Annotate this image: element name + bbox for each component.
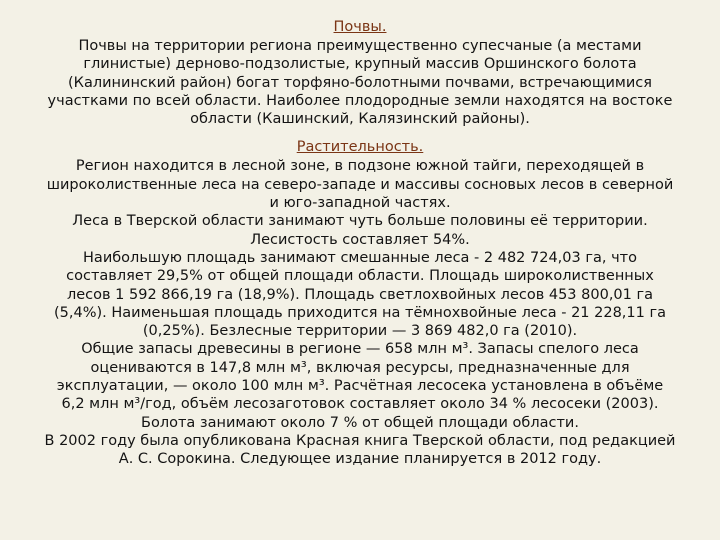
vegetation-line: лесов 1 592 866,19 га (18,9%). Площадь светлохвойных лесов 453 800,01 га: [66, 286, 653, 303]
soils-heading: Почвы.: [333, 19, 387, 35]
vegetation-line: эксплуатации, — около 100 млн м³. Расчётная лесосека установлена в объёме: [56, 378, 664, 395]
vegetation-line: и юго-западной частях.: [269, 195, 451, 212]
soils-line: области (Кашинский, Калязинский районы).: [190, 111, 530, 128]
soils-section: [6, 18, 714, 128]
vegetation-line: Болота занимают около 7 % от общей площади области.: [141, 414, 579, 431]
vegetation-line: широколиственные леса на северо-западе и массивы сосновых лесов в северной: [46, 176, 674, 193]
soils-line: (Калининский район) богат торфяно-болотными почвами, встречающимися: [68, 74, 652, 91]
vegetation-line: Лесистость составляет 54%.: [250, 231, 470, 248]
vegetation-line: Леса в Тверской области занимают чуть больше половины её территории.: [72, 213, 648, 230]
vegetation-line: Регион находится в лесной зоне, в подзоне южной тайги, переходящей в: [75, 158, 645, 175]
vegetation-line: 6,2 млн м³/год, объём лесозаготовок составляет около 34 % лесосеки (2003).: [61, 396, 659, 413]
vegetation-line: Наибольшую площадь занимают смешанные леса - 2 482 724,03 га, что: [83, 249, 637, 266]
vegetation-line: Общие запасы древесины в регионе — 658 млн м³. Запасы спелого леса: [81, 341, 639, 358]
vegetation-section: [6, 138, 714, 468]
vegetation-line: (5,4%). Наименьшая площадь приходится на тёмнохвойные леса - 21 228,11 га: [54, 304, 666, 321]
vegetation-line: составляет 29,5% от общей площади области. Площадь широколиственных: [66, 268, 654, 285]
soils-line: участками по всей области. Наиболее плодородные земли находятся на востоке: [47, 92, 673, 109]
vegetation-line: (0,25%). Безлесные территории — 3 869 482,0 га (2010).: [142, 323, 578, 340]
soils-line: глинистые) дерново-подзолистые, крупный массив Оршинского болота: [83, 56, 637, 73]
soils-line: Почвы на территории региона преимущественно супесчаные (а местами: [78, 38, 642, 54]
vegetation-line: В 2002 году была опубликована Красная книга Тверской области, под редакцией: [44, 432, 676, 449]
vegetation-line: оцениваются в 147,8 млн м³, включая ресурсы, предназначенные для: [90, 359, 630, 376]
vegetation-line: А. С. Сорокина. Следующее издание планируется в 2012 году.: [118, 451, 602, 468]
vegetation-heading: Растительность.: [296, 139, 424, 156]
